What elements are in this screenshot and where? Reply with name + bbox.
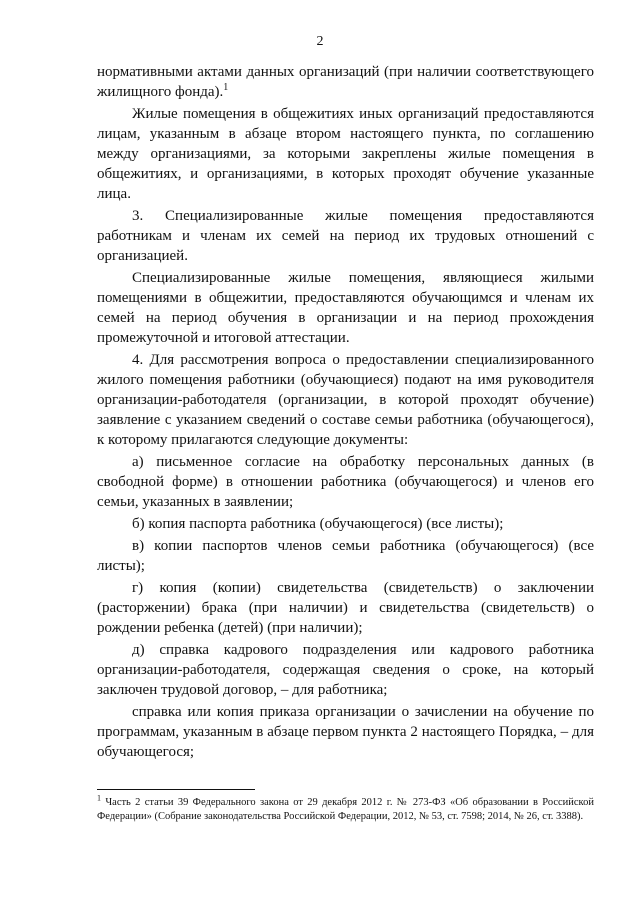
list-item-a: а) письменное согласие на обработку персональных данных (в свободной форме) в отношении работника (обучающегося) и членов его семьи, указанных в заявлении; — [97, 454, 594, 510]
paragraph-item-3: 3. Специализированные жилые помещения предоставляются работникам и членам их семей на период их трудовых отношений с организацией. — [97, 208, 594, 264]
paragraph: Жилые помещения в общежитиях иных организаций предоставляются лицам, указанным в абзаце втором настоящего пункта, по соглашению между организациями, за которыми закреплены жилые помещения в общежитиях, и организациями, в которых проходят обучение указанные лица. — [97, 106, 594, 202]
document-body — [97, 62, 594, 764]
footnote-text: Часть 2 статьи 39 Федерального закона от 29 декабря 2012 г. № 273-ФЗ «Об образовании в Российской Федерации» (Собрание законодательства Российской Федерации, 2012, № 53, ст. 7598; 2014, № 26, ст. 3388). — [97, 797, 594, 822]
footnote — [97, 793, 594, 824]
list-item-b: б) копия паспорта работника (обучающегося) (все листы); — [132, 516, 504, 532]
paragraph: справка или копия приказа организации о зачислении на обучение по программам, указанным в абзаце первом пункта 2 настоящего Порядка, – для обучающегося; — [97, 704, 594, 760]
list-item-d: д) справка кадрового подразделения или кадрового работника организации-работодателя, содержащая сведения о сроке, на который заключен трудовой договор, – для работника; — [97, 642, 594, 698]
paragraph: Специализированные жилые помещения, являющиеся жилыми помещениями в общежитии, предоставляются обучающимся и членам их семей на период обучения в организации и на период прохождения промежуточной и итоговой аттестации. — [97, 270, 594, 346]
paragraph-item-4: 4. Для рассмотрения вопроса о предоставлении специализированного жилого помещения работники (обучающиеся) подают на имя руководителя организации-работодателя (организации, в которой проходят обучение) заявление с указанием сведений о составе семьи работника (обучающегося), к которому прилагаются следующие документы: — [97, 352, 594, 448]
footnote-reference: 1 — [223, 82, 229, 93]
paragraph-text: нормативными актами данных организаций (при наличии соответствующего жилищного фонда). — [97, 64, 594, 100]
list-item-v: в) копии паспортов членов семьи работника (обучающегося) (все листы); — [97, 538, 594, 574]
paragraph-continuation — [97, 62, 594, 102]
footnote-mark: 1 — [97, 793, 101, 803]
list-item-g: г) копия (копии) свидетельства (свидетельств) о заключении (расторжении) брака (при наличии) и свидетельства (свидетельств) о рождении ребенка (детей) (при наличии); — [97, 580, 594, 636]
footnote-separator — [97, 789, 255, 790]
page-number: 2 — [316, 34, 324, 49]
